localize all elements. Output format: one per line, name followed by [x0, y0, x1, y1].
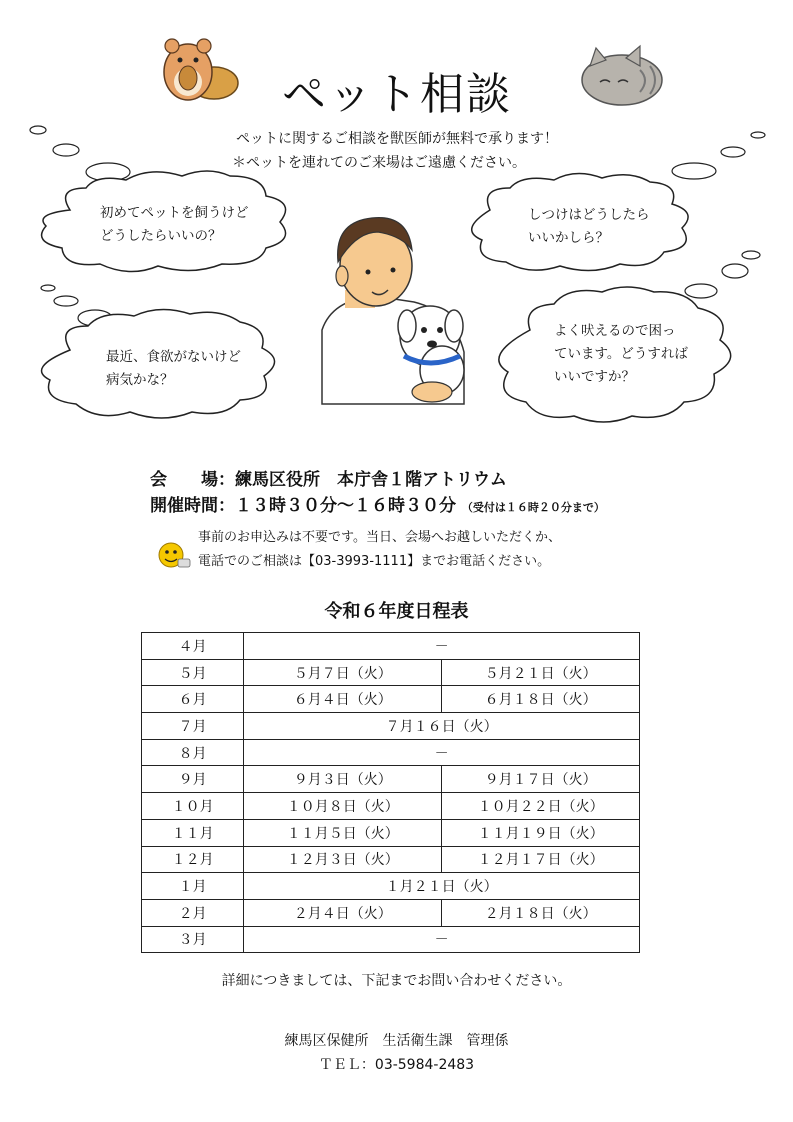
- month-cell: ４月: [142, 633, 244, 660]
- page-title: ペット相談: [282, 69, 512, 120]
- date-cell: －: [244, 739, 640, 766]
- venue-label: 会 場：: [150, 470, 235, 490]
- table-row: [142, 686, 640, 713]
- vet-with-dog-icon: [322, 218, 464, 404]
- date-cell: ６月１８日（火）: [442, 686, 640, 713]
- month-cell: ２月: [142, 899, 244, 926]
- table-row: [142, 659, 640, 686]
- month-cell: １０月: [142, 793, 244, 820]
- month-cell: １月: [142, 873, 244, 900]
- date-cell: ７月１６日（火）: [244, 713, 640, 740]
- intro-line-1: ペットに関するご相談を獣医師が無料で承ります！: [236, 131, 558, 147]
- table-row: [142, 713, 640, 740]
- bubble-2-text: しつけはどうしたら いいかしら？: [528, 207, 650, 246]
- table-row: [142, 899, 640, 926]
- date-cell: １２月３日（火）: [244, 846, 442, 873]
- time-note: （受付は１６時２０分まで）: [461, 501, 605, 514]
- month-cell: ３月: [142, 926, 244, 953]
- date-cell: １０月２２日（火）: [442, 793, 640, 820]
- hamster-icon: [164, 39, 238, 100]
- notice-text: 事前のお申込みは不要です。当日、会場へお越しいただくか、 電話でのご相談は【03-3993-1111】までお電話ください。: [198, 530, 561, 569]
- month-cell: １１月: [142, 819, 244, 846]
- table-row: [142, 793, 640, 820]
- bubble-4-text: よく吠えるので困っ ています。どうすれば いいですか？: [554, 323, 688, 385]
- date-cell: ２月１８日（火）: [442, 899, 640, 926]
- date-cell: ９月３日（火）: [244, 766, 442, 793]
- month-cell: ８月: [142, 739, 244, 766]
- contact-tel: ＴＥＬ：03-5984-2483: [318, 1057, 475, 1073]
- smiley-phone-icon: [156, 541, 192, 571]
- time-label: 開催時間：: [150, 496, 235, 516]
- table-row: [142, 926, 640, 953]
- intro-line-2: ＊ペットを連れてのご来場はご遠慮ください。: [232, 155, 526, 171]
- table-row: [142, 766, 640, 793]
- month-cell: ５月: [142, 659, 244, 686]
- date-cell: ５月２１日（火）: [442, 659, 640, 686]
- time-info: [150, 491, 605, 516]
- schedule-title: 令和６年度日程表: [324, 601, 469, 622]
- contact-department: 練馬区保健所 生活衛生課 管理係: [284, 1033, 509, 1049]
- date-cell: ６月４日（火）: [244, 686, 442, 713]
- venue-info: [150, 465, 507, 490]
- date-cell: ９月１７日（火）: [442, 766, 640, 793]
- schedule-table: [141, 632, 640, 953]
- bubble-3-text: 最近、食欲がないけど 病気かな？: [106, 349, 241, 388]
- bubble-1-text: 初めてペットを飼うけど どうしたらいいの？: [100, 205, 249, 244]
- date-cell: ５月７日（火）: [244, 659, 442, 686]
- time-value: １３時３０分～１６時３０分: [235, 496, 456, 516]
- date-cell: １月２１日（火）: [244, 873, 640, 900]
- table-row: [142, 739, 640, 766]
- footer-note: 詳細につきましては、下記までお問い合わせください。: [221, 973, 572, 989]
- date-cell: －: [244, 926, 640, 953]
- month-cell: ７月: [142, 713, 244, 740]
- date-cell: １０月８日（火）: [244, 793, 442, 820]
- table-row: [142, 846, 640, 873]
- venue-value: 練馬区役所 本庁舎１階アトリウム: [235, 470, 507, 490]
- month-cell: ９月: [142, 766, 244, 793]
- month-cell: ６月: [142, 686, 244, 713]
- date-cell: １１月１９日（火）: [442, 819, 640, 846]
- date-cell: ２月４日（火）: [244, 899, 442, 926]
- table-row: [142, 819, 640, 846]
- cat-icon: [582, 46, 662, 105]
- month-cell: １２月: [142, 846, 244, 873]
- date-cell: －: [244, 633, 640, 660]
- date-cell: １２月１７日（火）: [442, 846, 640, 873]
- table-row: [142, 633, 640, 660]
- table-row: [142, 873, 640, 900]
- date-cell: １１月５日（火）: [244, 819, 442, 846]
